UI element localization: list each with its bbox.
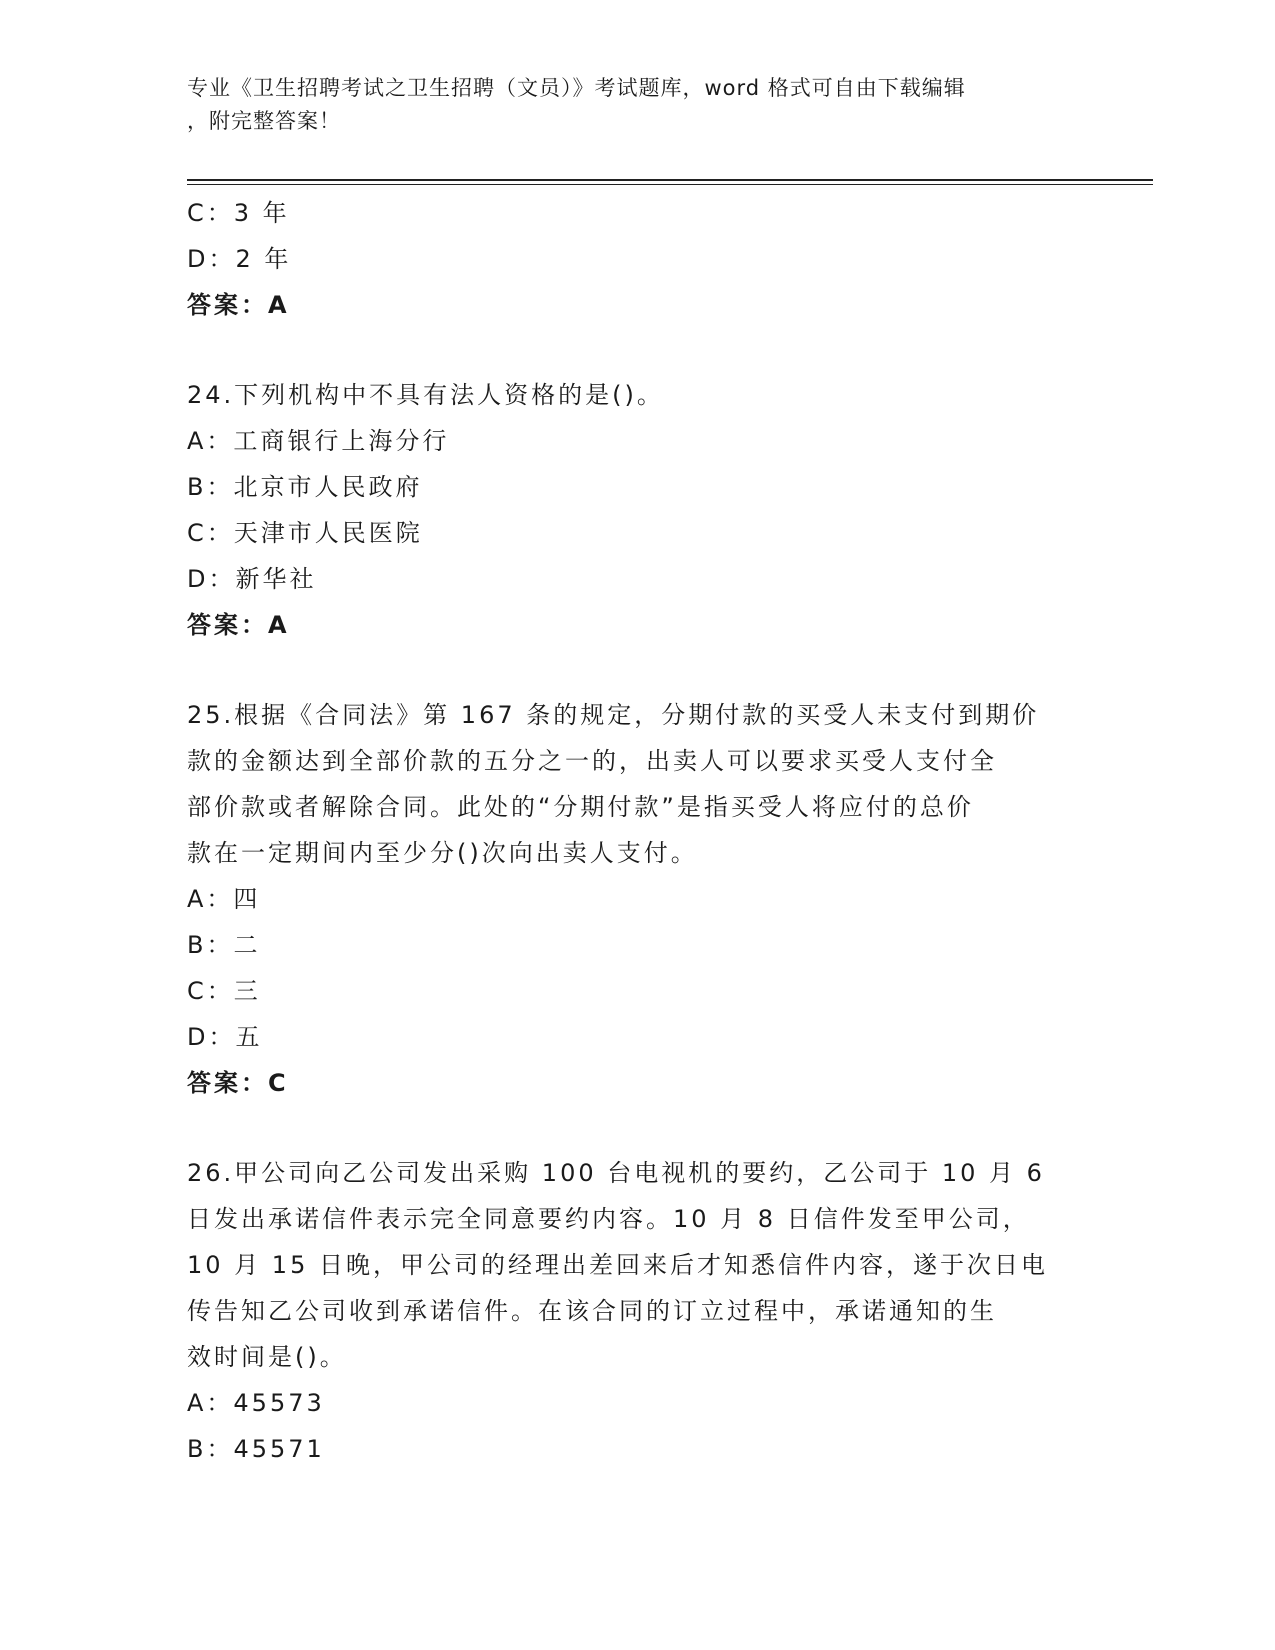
answer-line: 答案：A: [187, 291, 290, 319]
question-stem-line: 款在一定期间内至少分()次向出卖人支付。: [187, 839, 698, 867]
option-d: D：2 年: [187, 245, 292, 273]
question-23-fragment: [187, 190, 1087, 328]
option-d: D：新华社: [187, 565, 317, 593]
question-stem-line: 日发出承诺信件表示完全同意要约内容。10 月 8 日信件发至甲公司，: [187, 1205, 1030, 1233]
question-stem-line: 部价款或者解除合同。此处的“分期付款”是指买受人将应付的总价: [187, 793, 974, 821]
header-divider-thin: [187, 184, 1153, 185]
question-stem-line: 26.甲公司向乙公司发出采购 100 台电视机的要约，乙公司于 10 月 6: [187, 1159, 1045, 1187]
option-b: B：北京市人民政府: [187, 473, 423, 501]
question-stem-line: 25.根据《合同法》第 167 条的规定，分期付款的买受人未支付到期价: [187, 701, 1040, 729]
question-24: [187, 372, 1087, 648]
option-a: A：45573: [187, 1389, 325, 1417]
header-title-line-1: 专业《卫生招聘考试之卫生招聘（文员）》考试题库，word 格式可自由下载编辑: [187, 76, 966, 100]
question-stem-line: 效时间是()。: [187, 1343, 347, 1371]
question-stem-line: 传告知乙公司收到承诺信件。在该合同的订立过程中，承诺通知的生: [187, 1297, 997, 1325]
question-26: [187, 1150, 1087, 1472]
option-c: C：三: [187, 977, 261, 1005]
question-stem-line: 10 月 15 日晚，甲公司的经理出差回来后才知悉信件内容，遂于次日电: [187, 1251, 1048, 1279]
question-25: [187, 692, 1087, 1106]
option-a: A：四: [187, 885, 261, 913]
question-stem-line: 款的金额达到全部价款的五分之一的，出卖人可以要求买受人支付全: [187, 747, 997, 775]
answer-line: 答案：A: [187, 611, 290, 639]
answer-line: 答案：C: [187, 1069, 289, 1097]
option-d: D：五: [187, 1023, 263, 1051]
header-title-line-2: ，附完整答案！: [187, 109, 341, 133]
option-c: C：3 年: [187, 199, 290, 227]
question-gap: [187, 1106, 1087, 1150]
option-b: B：二: [187, 931, 261, 959]
option-a: A：工商银行上海分行: [187, 427, 450, 455]
page-header: [187, 72, 1087, 138]
question-gap: [187, 328, 1087, 372]
question-gap: [187, 648, 1087, 692]
question-stem: 24.下列机构中不具有法人资格的是()。: [187, 381, 664, 409]
option-b: B：45571: [187, 1435, 325, 1463]
document-body: [187, 190, 1087, 1472]
header-divider-thick: [187, 179, 1153, 181]
option-c: C：天津市人民医院: [187, 519, 423, 547]
